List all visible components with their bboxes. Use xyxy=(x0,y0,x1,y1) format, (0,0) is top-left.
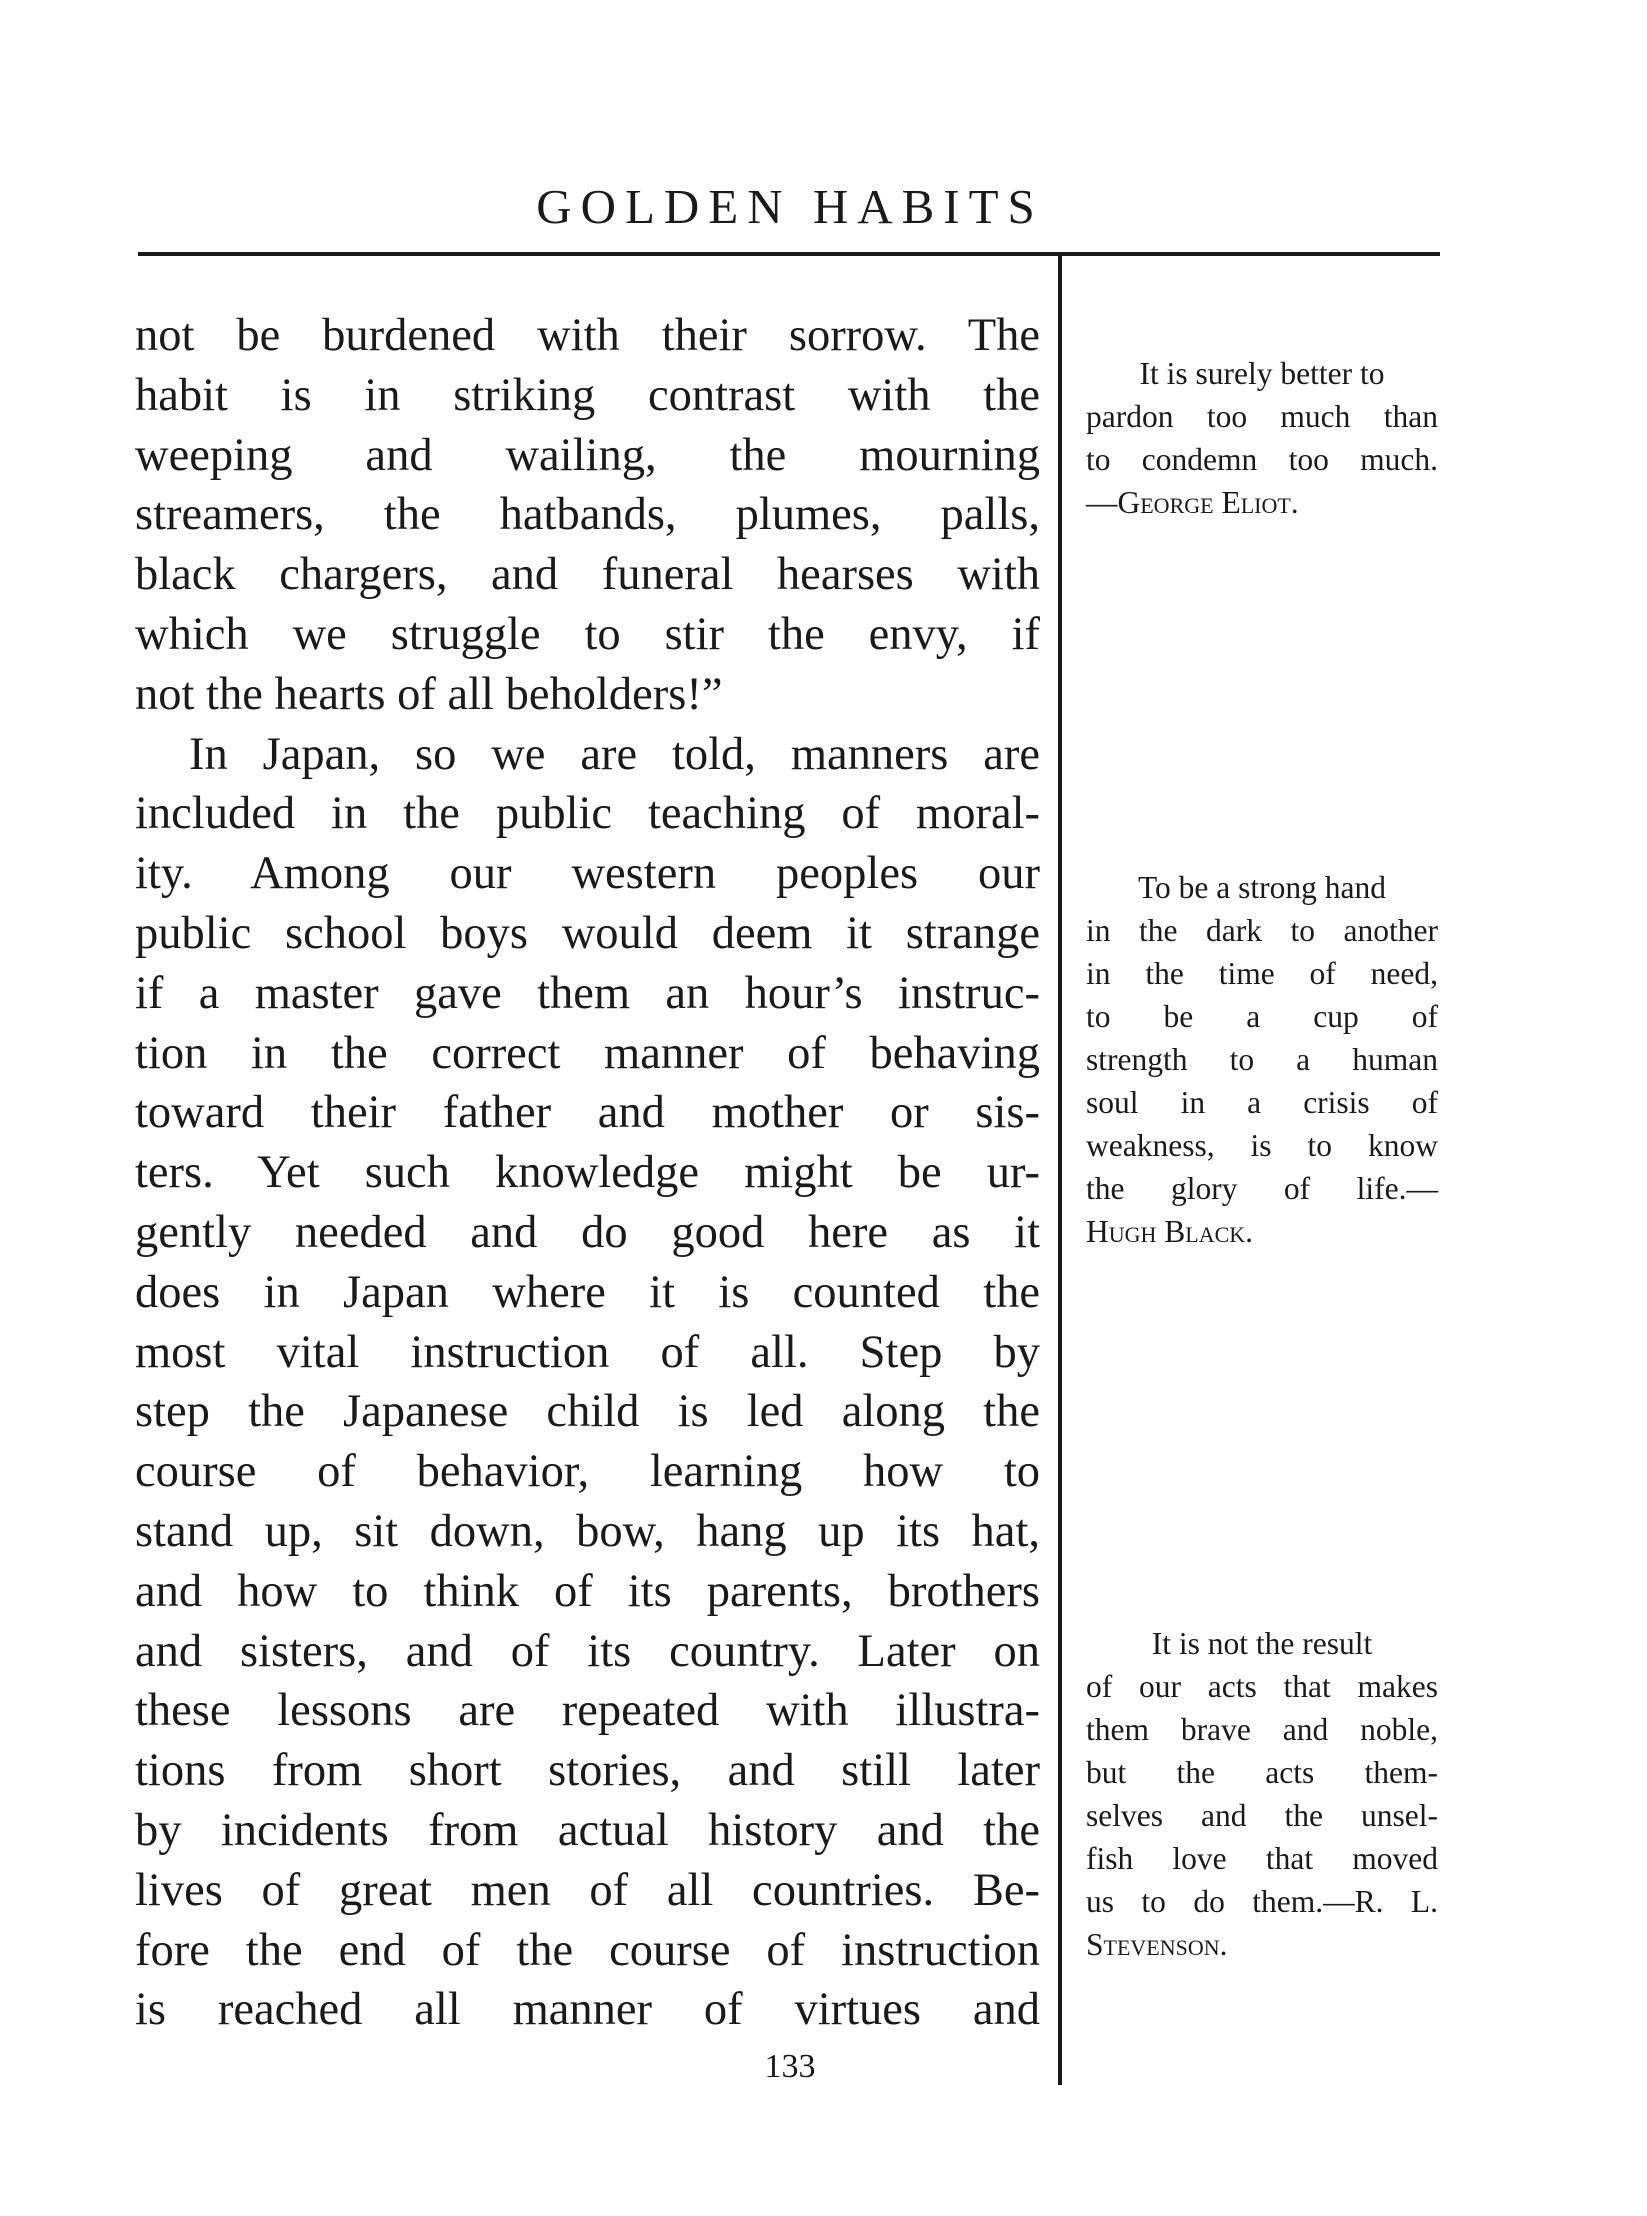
text-line: tions from short stories, and still later xyxy=(135,1745,1040,1797)
quote-line: weakness, is to know xyxy=(1086,1128,1438,1163)
quote-line: to condemn too much. xyxy=(1086,442,1438,477)
quote-line: soul in a crisis of xyxy=(1086,1085,1438,1120)
header-rule xyxy=(138,252,1440,256)
text-line: by incidents from actual history and the xyxy=(135,1804,1040,1856)
quote-line: in the dark to another xyxy=(1086,913,1438,948)
text-line: streamers, the hatbands, plumes, palls, xyxy=(135,489,1040,541)
running-title: GOLDEN HABITS xyxy=(536,179,1044,234)
quote-line: the glory of life.— xyxy=(1086,1171,1438,1206)
text-line: stand up, sit down, bow, hang up its hat, xyxy=(135,1505,1040,1557)
quote-line: but the acts them- xyxy=(1086,1755,1438,1790)
text-line: if a master gave them an hour’s instruc- xyxy=(135,967,1040,1019)
text-line: is reached all manner of virtues and xyxy=(135,1984,1040,2036)
quote-line: us to do them.—R. L. xyxy=(1086,1884,1438,1919)
text-line: most vital instruction of all. Step by xyxy=(135,1326,1040,1378)
text-line: ity. Among our western peoples our xyxy=(135,848,1040,900)
text-line: habit is in striking contrast with the xyxy=(135,369,1040,421)
text-line: step the Japanese child is led along the xyxy=(135,1386,1040,1438)
text-line: weeping and wailing, the mourning xyxy=(135,429,1040,481)
quote-line: It is surely better to xyxy=(1139,356,1385,391)
text-line: In Japan, so we are told, manners are xyxy=(189,728,1040,780)
quote-line: of our acts that makes xyxy=(1086,1669,1438,1704)
text-line: and how to think of its parents, brothers xyxy=(135,1565,1040,1617)
quote-line: To be a strong hand xyxy=(1138,870,1386,905)
quote-line: It is not the result xyxy=(1151,1626,1373,1661)
sidebar-quote-black xyxy=(1086,866,1438,1253)
text-line: which we struggle to stir the envy, if xyxy=(135,608,1040,660)
text-line: toward their father and mother or sis- xyxy=(135,1087,1040,1139)
text-line: course of behavior, learning how to xyxy=(135,1446,1040,1498)
sidebar-quote-stevenson xyxy=(1086,1622,1438,1966)
quote-attribution: —George Eliot. xyxy=(1086,485,1299,520)
quote-line: pardon too much than xyxy=(1086,399,1438,434)
text-line: public school boys would deem it strange xyxy=(135,907,1040,959)
text-line: and sisters, and of its country. Later on xyxy=(135,1625,1040,1677)
text-line: does in Japan where it is counted the xyxy=(135,1266,1040,1318)
paragraph-1 xyxy=(135,306,1040,725)
quote-attribution: Stevenson. xyxy=(1086,1927,1228,1962)
quote-line: fish love that moved xyxy=(1086,1841,1438,1876)
text-line: these lessons are repeated with illustra- xyxy=(135,1685,1040,1737)
text-line: ters. Yet such knowledge might be ur- xyxy=(135,1147,1040,1199)
sidebar-quote-eliot xyxy=(1086,352,1438,524)
text-line: tion in the correct manner of behaving xyxy=(135,1027,1040,1079)
text-line: not the hearts of all beholders!” xyxy=(135,668,723,720)
quote-line: selves and the unsel- xyxy=(1086,1798,1438,1833)
main-text-column xyxy=(135,306,1040,2040)
quote-line: in the time of need, xyxy=(1086,956,1438,991)
quote-line: them brave and noble, xyxy=(1086,1712,1438,1747)
quote-attribution: Hugh Black. xyxy=(1086,1214,1254,1249)
page-number: 133 xyxy=(764,2048,816,2085)
paragraph-2 xyxy=(135,725,1040,2041)
text-line: included in the public teaching of moral- xyxy=(135,788,1040,840)
quote-line: strength to a human xyxy=(1086,1042,1438,1077)
quote-line: to be a cup of xyxy=(1086,999,1438,1034)
text-line: lives of great men of all countries. Be- xyxy=(135,1864,1040,1916)
text-line: not be burdened with their sorrow. The xyxy=(135,310,1040,361)
column-divider xyxy=(1058,255,1062,2085)
text-line: black chargers, and funeral hearses with xyxy=(135,549,1040,601)
text-line: fore the end of the course of instruction xyxy=(135,1924,1040,1976)
text-line: gently needed and do good here as it xyxy=(135,1206,1040,1258)
